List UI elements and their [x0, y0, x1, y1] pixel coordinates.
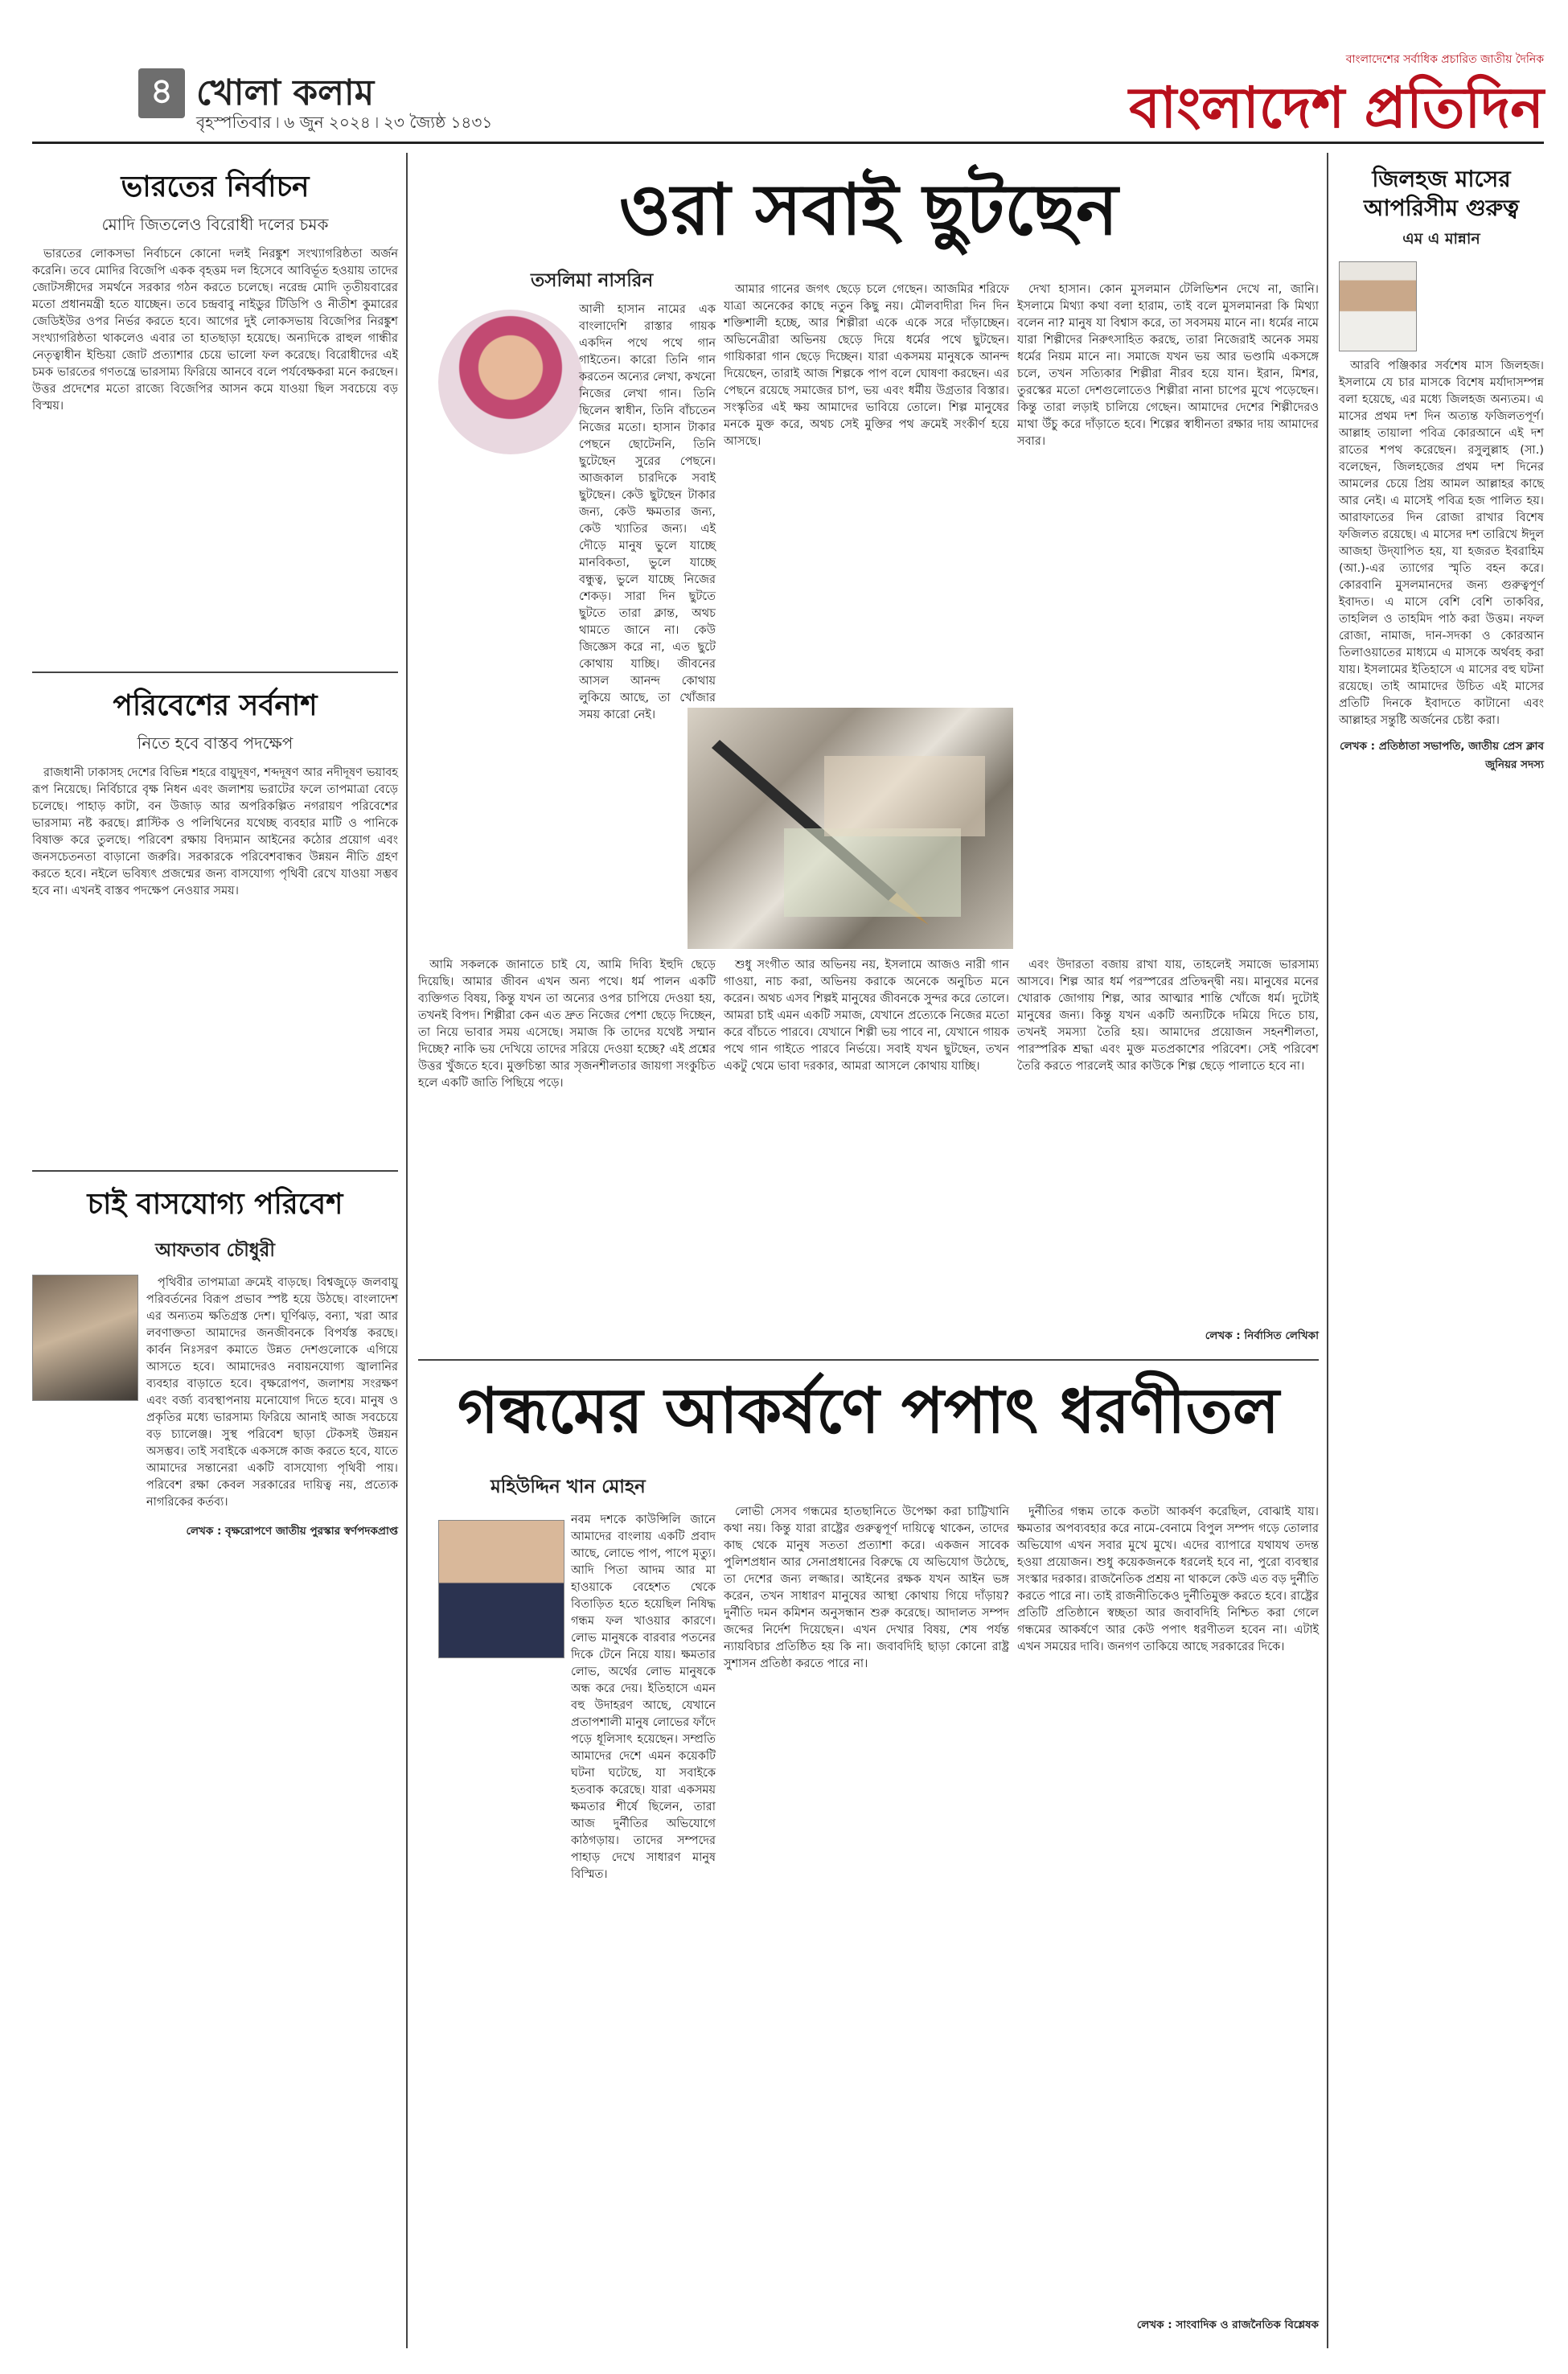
- newspaper-logo[interactable]: বাংলাদেশ প্রতিদিন: [1129, 74, 1544, 141]
- author-note: লেখক : প্রতিষ্ঠাতা সভাপতি, জাতীয় প্রেস ক্লাব জুনিয়র সদস্য: [1340, 740, 1544, 771]
- article-subtitle: মোদি জিতলেও বিরোধী দলের চমক: [101, 215, 329, 234]
- article-body-zilhaj: আরবি পঞ্জিকার সর্বশেষ মাস জিলহজ। ইসলামে যে চার মাসকে বিশেষ মর্যাদাসম্পন্ন বলা হয়েছে, এর মধ্যে জিলহজ অন্যতম। এ মাসের প্রথম দশ দিন অত্যন্ত ফজিলতপূর্ণ। আল্লাহ তায়ালা পবিত্র কোরআনে এই দশ রাতের শপথ করেছেন। রসুলুল্লাহ (সা.) বলেছেন, জিলহজের প্রথম দশ দিনের আমলের চেয়ে প্রিয় আমল আল্লাহর কাছে আর নেই। এ মাসেই পবিত্র হজ পালিত হয়। আরাফাতের দিন রোজা রাখার বিশেষ ফজিলত রয়েছে। এ মাসের দশ তারিখে ঈদুল আজহা উদ্‌যাপিত হয়, যা হজরত ইবরাহিম (আ.)-এর ত্যাগের স্মৃতি বহন করে। কোরবানি মুসলমানদের জন্য গুরুত্বপূর্ণ ইবাদত। এ মাসে বেশি বেশি তাকবির, তাহলিল ও তাহমিদ পাঠ করা উত্তম। নফল রোজা, নামাজ, দান-সদকা ও কোরআন তিলাওয়াতের মাধ্যমে এ মাসকে অর্থবহ করা যায়। ইসলামের ইতিহাসে এ মাসের বহু ঘটনা রয়েছে। তাই আমাদের উচিত এই মাসের প্রতিটি দিনকে ইবাদতে কাটানো এবং আল্লাহর সন্তুষ্টি অর্জনের চেষ্টা করা।: [1339, 359, 1544, 727]
- article-col-2: আমার গানের জগৎ ছেড়ে চলে গেছেন। আজমির শরিফে যাত্রা অনেকের কাছে নতুন কিছু নয়। মৌলবাদীরা দিন দিন শক্তিশালী হচ্ছে, আর শিল্পীরা একে একে সরে দাঁড়াচ্ছেন। অভিনেত্রীরা অভিনয় ছেড়ে দিয়ে ধর্মের পথে ছুটছেন। গায়িকারা গান ছেড়ে দিচ্ছেন। যারা একসময় মানুষকে আনন্দ দিয়েছেন, তারাই আজ শিল্পকে পাপ বলে ঘোষণা করছেন। এর পেছনে রয়েছে সমাজের চাপ, ভয় এবং ধর্মীয় উগ্রতার বিস্তার। সংস্কৃতির এই ক্ষয় আমাদের ভাবিয়ে তোলে। শিল্প মানুষের মনকে মুক্ত করে, অথচ সেই মুক্তির পথ ক্রমেই সংকীর্ণ হয়ে আসছে।: [724, 283, 1009, 448]
- author-note: লেখক : বৃক্ষরোপণে জাতীয় পুরস্কার স্বর্ণপদকপ্রাপ্ত: [186, 1525, 398, 1538]
- author-note: লেখক : নির্বাসিত লেখিকা: [1205, 1329, 1319, 1342]
- page-number: ৪: [138, 68, 185, 118]
- col-divider-left: [406, 153, 408, 2348]
- brand-tagline: বাংলাদেশের সর্বাধিক প্রচারিত জাতীয় দৈনিক: [1345, 53, 1544, 66]
- author-byline: মহিউদ্দিন খান মোহন: [491, 1477, 646, 1497]
- col-divider-right: [1327, 153, 1328, 2348]
- article-title-livable-environment[interactable]: চাই বাসযোগ্য পরিবেশ: [87, 1187, 343, 1221]
- section-rule: [32, 1170, 398, 1172]
- article-col-2: লোভী সেসব গন্ধমের হাতছানিতে উপেক্ষা করা চাট্টিখানি কথা নয়। কিন্তু যারা রাষ্ট্রের গুরুত্বপূর্ণ দায়িত্বে থাকেন, তাদের কাছ থেকে মানুষ সততা প্রত্যাশা করে। একজন সাবেক পুলিশপ্রধান আর সেনাপ্রধানের বিরুদ্ধে যে অভিযোগ উঠেছে, তা দেশের জন্য লজ্জার। আইনের রক্ষক যখন আইন ভঙ্গ করেন, তখন সাধারণ মানুষের আস্থা কোথায় গিয়ে দাঁড়ায়? দুর্নীতি দমন কমিশন অনুসন্ধান শুরু করেছে। আদালত সম্পদ জব্দের নির্দেশ দিয়েছেন। এখন দেখার বিষয়, শেষ পর্যন্ত ন্যায়বিচার প্রতিষ্ঠিত হয় কি না। জবাবদিহি ছাড়া কোনো রাষ্ট্র সুশাসন প্রতিষ্ঠা করতে পারে না।: [724, 1505, 1009, 1670]
- article-title-zilhaj[interactable]: জিলহজ মাসের আপরিসীম গুরুত্ব: [1363, 166, 1520, 221]
- article-subtitle: নিতে হবে বাস্তব পদক্ষেপ: [137, 733, 293, 753]
- article-col-1: নবম দশকে কাউন্সিলি জানে আমাদের বাংলায় একটি প্রবাদ আছে, লোভে পাপ, পাপে মৃত্যু। আদি পিতা আদম আর মা হাওয়াকে বেহেশত থেকে বিতাড়িত হতে হয়েছিল নিষিদ্ধ গন্ধম ফল খাওয়ার কারণে। লোভ মানুষকে বারবার পতনের দিকে টেনে নিয়ে যায়। ক্ষমতার লোভ, অর্থের লোভ মানুষকে অন্ধ করে দেয়। ইতিহাসে এমন বহু উদাহরণ আছে, যেখানে প্রতাপশালী মানুষ লোভের ফাঁদে পড়ে ধূলিসাৎ হয়েছেন। সম্প্রতি আমাদের দেশে এমন কয়েকটি ঘটনা ঘটেছে, যা সবাইকে হতবাক করেছে। যারা একসময় ক্ষমতার শীর্ষে ছিলেন, তারা আজ দুর্নীতির অভিযোগে কাঠগড়ায়। তাদের সম্পদের পাহাড় দেখে সাধারণ মানুষ বিস্মিত।: [571, 1514, 716, 1881]
- article-col-1: আলী হাসান নামের এক বাংলাদেশি রাস্তার গায়ক একদিন পথে পথে গান গাইতেন। কারো তিনি গান করতেন অন্যের লেখা, কখনো নিজের লেখা গান। তিনি ছিলেন স্বাধীন, তিনি বাঁচতেন নিজের মতো। হাসান টাকার পেছনে ছোটেননি, তিনি ছুটেছেন সুরের পেছনে। আজকাল চারদিকে সবাই ছুটছেন। কেউ ছুটছেন টাকার জন্য, কেউ ক্ষমতার জন্য, কেউ খ্যাতির জন্য। এই দৌড়ে মানুষ ভুলে যাচ্ছে মানবিকতা, ভুলে যাচ্ছে বন্ধুত্ব, ভুলে যাচ্ছে নিজের শেকড়। সারা দিন ছুটতে ছুটতে তারা ক্লান্ত, অথচ থামতে জানে না। কেউ জিজ্ঞেস করে না, এত ছুটে কোথায় যাচ্ছি। জীবনের আসল আনন্দ কোথায় লুকিয়ে আছে, তা খোঁজার সময় কারো নেই।: [579, 303, 716, 721]
- header-rule: [32, 142, 1544, 144]
- pen-icon: [688, 708, 1013, 949]
- headline-ora-sobai[interactable]: ওরা সবাই ছুটছেন: [618, 167, 1119, 251]
- section-title: খোলা কলাম: [196, 72, 375, 113]
- article-col-5: শুধু সংগীত আর অভিনয় নয়, ইসলামে আজও নারী গান গাওয়া, নাচ করা, অভিনয় করাকে অনেকে অনুচিত মনে করেন। অথচ এসব শিল্পই মানুষের জীবনকে সুন্দর করে তোলে। আমরা চাই এমন একটি সমাজ, যেখানে প্রত্যেকে নিজের মতো করে বাঁচতে পারবে। যেখানে শিল্পী ভয় পাবে না, যেখানে গায়ক পথে গান গাইতে পারবে নির্ভয়ে। সবাই যখন ছুটছেন, তখন একটু থেমে ভাবা দরকার, আমরা আসলে কোথায় যাচ্ছি।: [724, 959, 1009, 1073]
- article-body-environment: রাজধানী ঢাকাসহ দেশের বিভিন্ন শহরে বায়ুদূষণ, শব্দদূষণ আর নদীদূষণ ভয়াবহ রূপ নিয়েছে। নির্বিচারে বৃক্ষ নিধন এবং জলাশয় ভরাটের ফলে তাপমাত্রা বেড়ে চলেছে। পাহাড় কাটা, বন উজাড় আর অপরিকল্পিত নগরায়ণ পরিবেশের ভারসাম্য নষ্ট করছে। প্লাস্টিক ও পলিথিনের যথেচ্ছ ব্যবহার মাটি ও পানিকে বিষাক্ত করে তুলছে। পরিবেশ রক্ষায় বিদ্যমান আইনের কঠোর প্রয়োগ এবং জনসচেতনতা বাড়ানো জরুরি। সরকারকে পরিবেশবান্ধব উন্নয়ন নীতি গ্রহণ করতে হবে। নইলে ভবিষ্যৎ প্রজন্মের জন্য বাসযোগ্য পৃথিবী রেখে যাওয়া সম্ভব হবে না। এখনই বাস্তব পদক্ষেপ নেওয়ার সময়।: [32, 766, 398, 897]
- article-col-6: এবং উদারতা বজায় রাখা যায়, তাহলেই সমাজে ভারসাম্য আসবে। শিল্প আর ধর্ম পরস্পরের প্রতিদ্বন্দ্বী নয়। মানুষের মনের খোরাক জোগায় শিল্প, আর আত্মার শান্তি খোঁজে ধর্ম। দুটোই মানুষের জন্য। কিন্তু যখন একটি অন্যটিকে দমিয়ে দিতে চায়, তখনই সমস্যা তৈরি হয়। আমাদের প্রয়োজন সহনশীলতা, পারস্পরিক শ্রদ্ধা এবং মুক্ত মতপ্রকাশের পরিবেশ। সেই পরিবেশ তৈরি করতে পারলেই আর কাউকে শিল্প ছেড়ে পালাতে হবে না।: [1017, 959, 1319, 1073]
- pen-on-currency-image: [688, 708, 1013, 949]
- author-photo: [32, 1275, 138, 1401]
- article-col-4: আমি সকলকে জানাতে চাই যে, আমি দিব্যি ইহুদি ছেড়ে দিয়েছি। আমার জীবন এখন অন্য পথে। ধর্ম পালন একটি ব্যক্তিগত বিষয়, কিন্তু যখন তা অন্যের ওপর চাপিয়ে দেওয়া হয়, তখনই বিপদ। শিল্পীরা কেন এত দ্রুত নিজের পেশা ছেড়ে দিচ্ছেন, তা নিয়ে ভাবার সময় এসেছে। সমাজ কি তাদের যথেষ্ট সম্মান দিচ্ছে? নাকি ভয় দেখিয়ে তাদের সরিয়ে দেওয়া হচ্ছে? এই প্রশ্নের উত্তর খুঁজতে হবে। মুক্তচিন্তা আর সৃজনশীলতার জায়গা সংকুচিত হলে একটি জাতি পিছিয়ে পড়ে।: [418, 959, 716, 1090]
- issue-date: বৃহস্পতিবার ৷ ৬ জুন ২০২৪ ৷ ২৩ জ্যৈষ্ঠ ১৪৩১: [196, 113, 493, 132]
- author-byline: এম এ মান্নান: [1402, 230, 1480, 248]
- article-col-3: দুর্নীতির গন্ধম তাকে কতটা আকর্ষণ করেছিল, বোঝাই যায়। ক্ষমতার অপব্যবহার করে নামে-বেনামে বিপুল সম্পদ গড়ে তোলার অভিযোগ এখন সবার মুখে মুখে। এদের ব্যাপারে যথাযথ তদন্ত হওয়া প্রয়োজন। শুধু কয়েকজনকে ধরলেই হবে না, পুরো ব্যবস্থার সংস্কার দরকার। রাজনৈতিক প্রশ্রয় না থাকলে কেউ এত বড় দুর্নীতি করতে পারে না। তাই রাজনীতিকেও দুর্নীতিমুক্ত করতে হবে। রাষ্ট্রের প্রতিটি প্রতিষ্ঠানে স্বচ্ছতা আর জবাবদিহি নিশ্চিত করা গেলে গন্ধমের আকর্ষণে আর কেউ পপাৎ ধরণীতল হবেন না। এটাই এখন সময়ের দাবি। জনগণ তাকিয়ে আছে সরকারের দিকে।: [1017, 1505, 1319, 1653]
- author-note: লেখক : সাংবাদিক ও রাজনৈতিক বিশ্লেষক: [1136, 2319, 1319, 2331]
- headline-gondhom[interactable]: গন্ধমের আকর্ষণে পপাৎ ধরণীতল: [458, 1374, 1279, 1448]
- article-body-livable-environment: পৃথিবীর তাপমাত্রা ক্রমেই বাড়ছে। বিশ্বজুড়ে জলবায়ু পরিবর্তনের বিরূপ প্রভাব স্পষ্ট হয়ে উঠছে। বাংলাদেশ এর অন্যতম ক্ষতিগ্রস্ত দেশ। ঘূর্ণিঝড়, বন্যা, খরা আর লবণাক্ততা আমাদের জনজীবনকে বিপর্যস্ত করছে। কার্বন নিঃসরণ কমাতে উন্নত দেশগুলোকে এগিয়ে আসতে হবে। আমাদেরও নবায়নযোগ্য জ্বালানির ব্যবহার বাড়াতে হবে। বৃক্ষরোপণ, জলাশয় সংরক্ষণ এবং বর্জ্য ব্যবস্থাপনায় মনোযোগ দিতে হবে। মানুষ ও প্রকৃতির মধ্যে ভারসাম্য ফিরিয়ে আনাই আজ সবচেয়ে বড় চ্যালেঞ্জ। সুস্থ পরিবেশ ছাড়া টেকসই উন্নয়ন অসম্ভব। তাই সবাইকে একসঙ্গে কাজ করতে হবে, যাতে আমাদের সন্তানেরা একটি বাসযোগ্য পৃথিবী পায়। পরিবেশ রক্ষা কেবল সরকারের দায়িত্ব নয়, প্রত্যেক নাগরিকের কর্তব্য।: [146, 1276, 398, 1509]
- article-col-3: দেখা হাসান। কোন মুসলমান টেলিভিশন দেখে না, জানি। ইসলামে মিথ্যা কথা বলা হারাম, তাই বলে মুসলমানরা কি মিথ্যা বলেন না? মানুষ যা বিশ্বাস করে, তা সবসময় মানে না। ধর্মের নামে যারা শিল্পীদের নিরুৎসাহিত করছে, তারা নিজেরাই অনেক সময় ধর্মের নিয়ম মানে না। সমাজে যখন ভয় আর ভণ্ডামি একসঙ্গে চলে, তখন সত্যিকার শিল্পীরা নীরব হয়ে যান। ইরান, মিশর, তুরস্কের মতো দেশগুলোতেও শিল্পীরা নানা চাপের মুখে পড়েছেন। কিন্তু তারা লড়াই চালিয়ে গেছেন। আমাদের দেশের শিল্পীদেরও মাথা উঁচু করে দাঁড়াতে হবে। শিল্পের স্বাধীনতা রক্ষার দায় আমাদের সবার।: [1017, 283, 1319, 448]
- author-photo: [1339, 261, 1417, 351]
- author-byline: তসলিমা নাসরিন: [531, 270, 654, 291]
- article-title-environment[interactable]: পরিবেশের সর্বনাশ: [113, 688, 318, 722]
- author-byline: আফতাব চৌধুরী: [155, 1240, 275, 1261]
- section-rule: [418, 1359, 1319, 1361]
- article-body-india-election: ভারতের লোকসভা নির্বাচনে কোনো দলই নিরঙ্কুশ সংখ্যাগরিষ্ঠতা অর্জন করেনি। তবে মোদির বিজেপি একক বৃহত্তম দল হিসেবে আবির্ভূত হওয়ায় তাদের জোটসঙ্গীদের সমর্থনে সরকার গঠন করতে চলেছে। নরেন্দ্র মোদি তৃতীয়বারের মতো প্রধানমন্ত্রী হতে যাচ্ছেন। তবে চন্দ্রবাবু নাইডুর টিডিপি ও নীতীশ কুমারের জেডিইউর ওপর নির্ভর করতে হবে। আগের দুই লোকসভায় বিজেপির নিরঙ্কুশ সংখ্যাগরিষ্ঠতা থাকলেও এবার তা হাতছাড়া হয়েছে। অন্যদিকে রাহুল গান্ধীর নেতৃত্বাধীন ইন্ডিয়া জোট প্রত্যাশার চেয়ে ভালো ফল করেছে। বিরোধীদের এই চমক ভারতের গণতন্ত্রে ভারসাম্য ফিরিয়ে আনবে বলে পর্যবেক্ষকরা মনে করছেন। উত্তর প্রদেশের মতো রাজ্যে বিজেপির আসন কমে যাওয়া ছিল সবচেয়ে বড় বিস্ময়।: [32, 248, 398, 413]
- section-rule: [32, 672, 398, 673]
- article-title-india-election[interactable]: ভারতের নির্বাচন: [121, 170, 310, 203]
